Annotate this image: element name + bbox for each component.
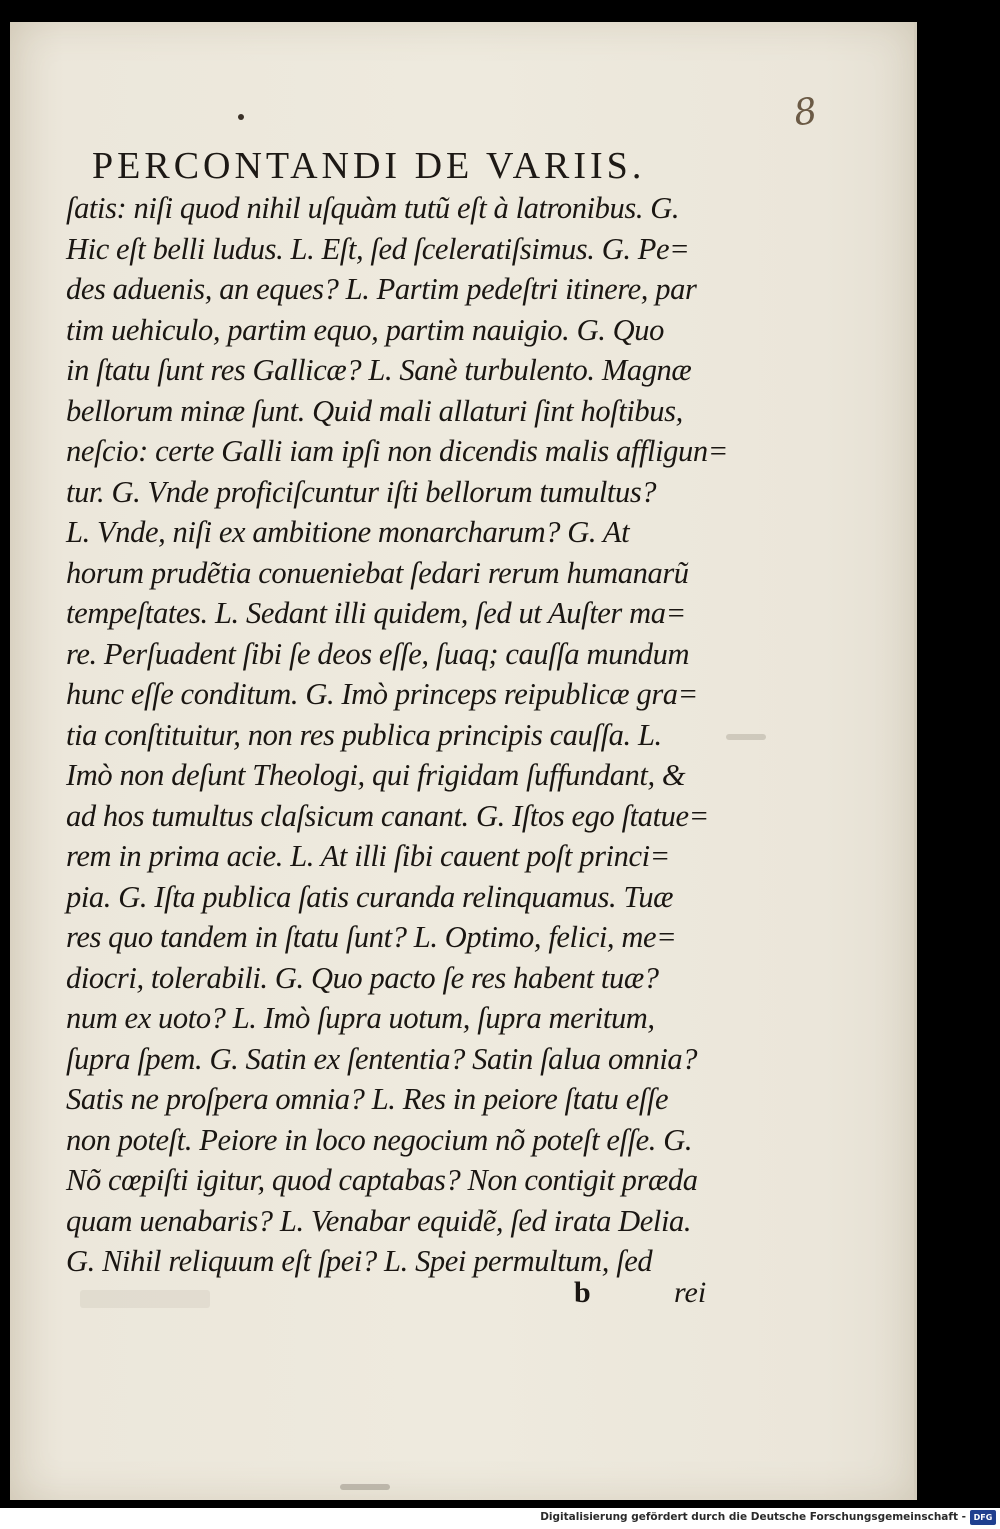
ink-mark <box>238 114 244 120</box>
text-line: hunc eſſe conditum. G. Imò princeps reipublicæ gra= <box>66 677 698 711</box>
folio-number: 8 <box>791 90 820 135</box>
body-text <box>66 188 726 1282</box>
text-line: re. Perſuadent ſibi ſe deos eſſe, ſuaq; cauſſa mundum <box>66 636 690 671</box>
bottom-ink-mark <box>340 1484 390 1490</box>
text-line: neſcio: certe Galli iam ipſi non dicendis malis affligun= <box>66 434 728 468</box>
text-line: tia conſtituitur, non res publica principis cauſſa. L. <box>66 717 662 752</box>
page-footer-line <box>66 1276 726 1316</box>
text-line: tempeſtates. L. Sedant illi quidem, ſed ut Auſter ma= <box>66 596 686 630</box>
text-line: bellorum minæ ſunt. Quid mali allaturi ſint hoſtibus, <box>66 393 683 428</box>
text-line: Hic eſt belli ludus. L. Eſt, ſed ſceleratiſsimus. G. Pe= <box>66 231 690 266</box>
text-line: ad hos tumultus claſsicum canant. G. Iſtos ego ſtatue= <box>66 798 709 833</box>
bleed-through-mark <box>726 734 766 740</box>
text-line: num ex uoto? L. Imò ſupra uotum, ſupra meritum, <box>66 1001 655 1035</box>
signature-mark: b <box>574 1276 591 1309</box>
text-line: res quo tandem in ſtatu ſunt? L. Optimo, felici, me= <box>66 920 677 954</box>
funding-credit: Digitalisierung gefördert durch die Deutsche Forschungsgemeinschaft - <box>540 1511 966 1523</box>
text-line: horum prudẽtia conueniebat ſedari rerum humanarũ <box>66 555 689 590</box>
text-line: Satis ne proſpera omnia? L. Res in peiore ſtatu eſſe <box>66 1082 669 1116</box>
text-line: ſatis: niſi quod nihil uſquàm tutũ eſt à latronibus. G. <box>66 191 680 225</box>
text-line: tur. G. Vnde proficiſcuntur iſti bellorum tumultus? <box>66 474 657 509</box>
digitization-credit-bar <box>0 1508 1000 1529</box>
book-page <box>10 22 917 1500</box>
text-line: diocri, tolerabili. G. Quo pacto ſe res habent tuæ? <box>66 960 659 995</box>
catchword: rei <box>674 1276 707 1309</box>
text-line: des aduenis, an eques? L. Partim pedeſtri itinere, par <box>66 272 697 306</box>
text-line: Nõ cœpiſti igitur, quod captabas? Non contigit præda <box>66 1163 698 1197</box>
text-line: non poteſt. Peiore in loco negocium nõ poteſt eſſe. G. <box>66 1122 693 1157</box>
text-line: ſupra ſpem. G. Satin ex ſententia? Satin ſalua omnia? <box>66 1041 698 1076</box>
text-line: tim uehiculo, partim equo, partim nauigio. G. Quo <box>66 312 664 347</box>
dfg-logo-icon: DFG <box>970 1510 996 1525</box>
text-line: pia. G. Iſta publica ſatis curanda relinquamus. Tuæ <box>66 879 674 914</box>
text-line: in ſtatu ſunt res Gallicæ? L. Sanè turbulento. Magnæ <box>66 353 692 387</box>
running-head: PERCONTANDI DE VARIIS. <box>92 145 646 187</box>
text-line: rem in prima acie. L. At illi ſibi cauent poſt princi= <box>66 839 670 873</box>
text-line: L. Vnde, niſi ex ambitione monarcharum? G. At <box>66 515 630 549</box>
text-line: quam uenabaris? L. Venabar equidẽ, ſed irata Delia. <box>66 1203 692 1238</box>
text-line: Imò non deſunt Theologi, qui frigidam ſuffundant, & <box>66 758 686 792</box>
text-line: G. Nihil reliquum eſt ſpei? L. Spei permultum, ſed <box>66 1244 653 1278</box>
